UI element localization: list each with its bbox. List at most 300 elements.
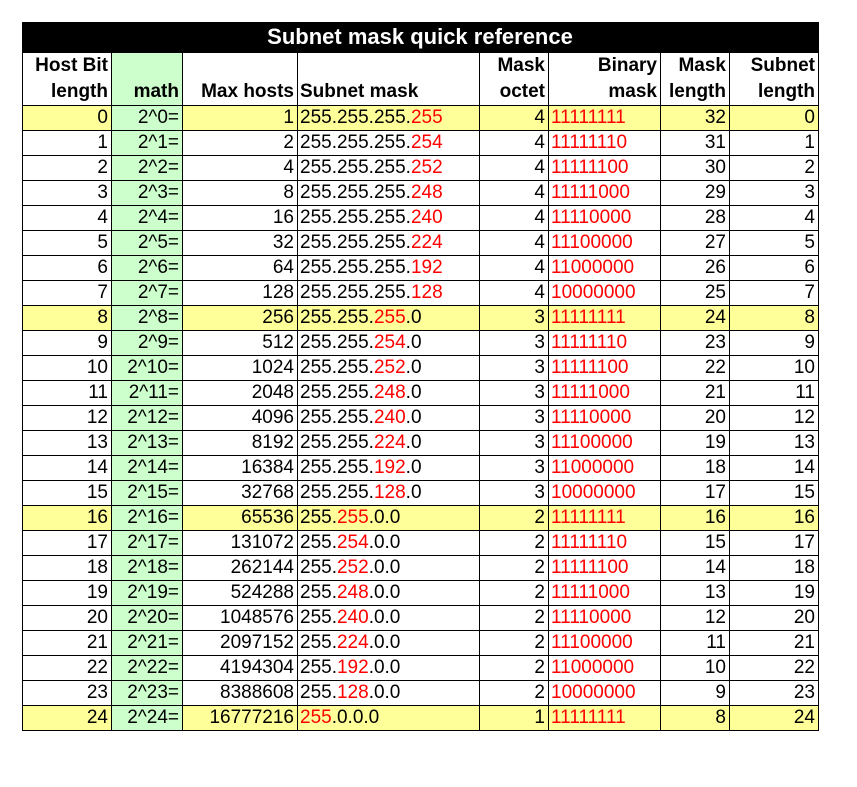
- host-bit-cell: 20: [23, 606, 112, 631]
- table-title: Subnet mask quick reference: [23, 22, 819, 53]
- table-row: [23, 581, 819, 606]
- mask-octet-cell: 4: [480, 181, 549, 206]
- mask-prefix: 255.255.255.: [300, 207, 411, 228]
- mask-changing-octet: 128: [336, 682, 369, 703]
- mask-prefix: 255.: [300, 532, 337, 553]
- subnet-mask-cell: [298, 706, 480, 731]
- max-hosts-cell: 128: [183, 281, 298, 306]
- mask-changing-octet: 252: [336, 557, 369, 578]
- max-hosts-cell: 524288: [183, 581, 298, 606]
- subnet-length-cell: 9: [730, 331, 819, 356]
- math-cell: 2^15=: [112, 481, 183, 506]
- subnet-length-cell: 23: [730, 681, 819, 706]
- subnet-length-cell: 20: [730, 606, 819, 631]
- max-hosts-cell: 16: [183, 206, 298, 231]
- subnet-mask-cell: [298, 606, 480, 631]
- mask-octet-cell: 2: [480, 556, 549, 581]
- mask-octet-cell: 3: [480, 381, 549, 406]
- table-row: [23, 356, 819, 381]
- subnet-length-cell: 0: [730, 106, 819, 131]
- mask-length-cell: 23: [661, 331, 730, 356]
- host-bit-cell: 22: [23, 656, 112, 681]
- header-mask-length-1: Mask: [661, 53, 730, 80]
- mask-octet-cell: 2: [480, 506, 549, 531]
- mask-octet-cell: 2: [480, 581, 549, 606]
- max-hosts-cell: 4: [183, 156, 298, 181]
- mask-changing-octet: 254: [410, 132, 443, 153]
- mask-suffix: .0: [405, 307, 422, 328]
- math-cell: 2^9=: [112, 331, 183, 356]
- subnet-mask-cell: [298, 206, 480, 231]
- mask-octet-cell: 4: [480, 156, 549, 181]
- binary-mask-cell: 11000000: [549, 256, 661, 281]
- math-cell: 2^5=: [112, 231, 183, 256]
- host-bit-cell: 3: [23, 181, 112, 206]
- host-bit-cell: 21: [23, 631, 112, 656]
- header-max-hosts-2: Max hosts: [183, 79, 298, 106]
- header-max-hosts-1: [183, 53, 298, 80]
- mask-octet-cell: 4: [480, 231, 549, 256]
- table-row: [23, 156, 819, 181]
- header-mask-length-2: length: [661, 79, 730, 106]
- math-cell: 2^17=: [112, 531, 183, 556]
- mask-octet-cell: 4: [480, 131, 549, 156]
- max-hosts-cell: 512: [183, 331, 298, 356]
- mask-length-cell: 26: [661, 256, 730, 281]
- mask-octet-cell: 4: [480, 256, 549, 281]
- mask-length-cell: 27: [661, 231, 730, 256]
- mask-length-cell: 29: [661, 181, 730, 206]
- mask-length-cell: 17: [661, 481, 730, 506]
- max-hosts-cell: 2048: [183, 381, 298, 406]
- subnet-reference-table: [22, 22, 819, 731]
- max-hosts-cell: 1: [183, 106, 298, 131]
- subnet-mask-cell: [298, 556, 480, 581]
- mask-changing-octet: 255: [373, 307, 406, 328]
- mask-octet-cell: 1: [480, 706, 549, 731]
- mask-suffix: .0: [405, 482, 422, 503]
- subnet-length-cell: 2: [730, 156, 819, 181]
- subnet-length-cell: 22: [730, 656, 819, 681]
- mask-prefix: 255.: [300, 607, 337, 628]
- mask-changing-octet: 248: [410, 182, 443, 203]
- mask-length-cell: 12: [661, 606, 730, 631]
- subnet-length-cell: 13: [730, 431, 819, 456]
- host-bit-cell: 18: [23, 556, 112, 581]
- mask-prefix: 255.: [300, 582, 337, 603]
- mask-changing-octet: 240: [336, 607, 369, 628]
- header-host-bit-1: Host Bit: [23, 53, 112, 80]
- table-row: [23, 506, 819, 531]
- mask-suffix: .0.0: [368, 532, 401, 553]
- subnet-length-cell: 16: [730, 506, 819, 531]
- header-math-2: math: [112, 79, 183, 106]
- mask-length-cell: 30: [661, 156, 730, 181]
- mask-length-cell: 11: [661, 631, 730, 656]
- mask-changing-octet: 128: [410, 282, 443, 303]
- mask-prefix: 255.255.: [300, 482, 374, 503]
- mask-prefix: 255.: [300, 657, 337, 678]
- mask-octet-cell: 3: [480, 356, 549, 381]
- math-cell: 2^22=: [112, 656, 183, 681]
- header-binary-mask-1: Binary: [549, 53, 661, 80]
- mask-changing-octet: 240: [373, 407, 406, 428]
- mask-changing-octet: 255: [410, 107, 443, 128]
- table-row: [23, 181, 819, 206]
- mask-suffix: .0: [405, 332, 422, 353]
- table-row: [23, 206, 819, 231]
- mask-prefix: 255.255.: [300, 307, 374, 328]
- mask-length-cell: 31: [661, 131, 730, 156]
- host-bit-cell: 23: [23, 681, 112, 706]
- binary-mask-cell: 11110000: [549, 206, 661, 231]
- math-cell: 2^3=: [112, 181, 183, 206]
- subnet-mask-cell: [298, 256, 480, 281]
- binary-mask-cell: 11111100: [549, 356, 661, 381]
- math-cell: 2^7=: [112, 281, 183, 306]
- mask-prefix: 255.255.: [300, 357, 374, 378]
- subnet-mask-cell: [298, 306, 480, 331]
- mask-suffix: .0.0: [368, 507, 401, 528]
- mask-suffix: .0.0: [368, 632, 401, 653]
- math-cell: 2^8=: [112, 306, 183, 331]
- mask-changing-octet: 224: [336, 632, 369, 653]
- binary-mask-cell: 11110000: [549, 406, 661, 431]
- mask-length-cell: 28: [661, 206, 730, 231]
- binary-mask-cell: 11111111: [549, 306, 661, 331]
- subnet-length-cell: 11: [730, 381, 819, 406]
- host-bit-cell: 1: [23, 131, 112, 156]
- subnet-length-cell: 21: [730, 631, 819, 656]
- mask-octet-cell: 2: [480, 631, 549, 656]
- subnet-length-cell: 14: [730, 456, 819, 481]
- math-cell: 2^4=: [112, 206, 183, 231]
- mask-length-cell: 14: [661, 556, 730, 581]
- max-hosts-cell: 16777216: [183, 706, 298, 731]
- max-hosts-cell: 8192: [183, 431, 298, 456]
- mask-changing-octet: 252: [373, 357, 406, 378]
- mask-suffix: .0.0.0: [331, 707, 380, 728]
- subnet-mask-cell: [298, 681, 480, 706]
- math-cell: 2^13=: [112, 431, 183, 456]
- math-cell: 2^1=: [112, 131, 183, 156]
- max-hosts-cell: 8: [183, 181, 298, 206]
- mask-changing-octet: 192: [410, 257, 443, 278]
- math-cell: 2^23=: [112, 681, 183, 706]
- subnet-mask-cell: [298, 531, 480, 556]
- math-cell: 2^11=: [112, 381, 183, 406]
- subnet-length-cell: 7: [730, 281, 819, 306]
- mask-length-cell: 10: [661, 656, 730, 681]
- subnet-mask-cell: [298, 381, 480, 406]
- subnet-length-cell: 15: [730, 481, 819, 506]
- mask-prefix: 255.255.255.: [300, 132, 411, 153]
- mask-changing-octet: 192: [336, 657, 369, 678]
- binary-mask-cell: 11111110: [549, 331, 661, 356]
- binary-mask-cell: 11111100: [549, 556, 661, 581]
- table-row: [23, 256, 819, 281]
- mask-changing-octet: 248: [336, 582, 369, 603]
- mask-octet-cell: 4: [480, 106, 549, 131]
- mask-length-cell: 32: [661, 106, 730, 131]
- mask-changing-octet: 248: [373, 382, 406, 403]
- mask-octet-cell: 2: [480, 681, 549, 706]
- host-bit-cell: 15: [23, 481, 112, 506]
- subnet-length-cell: 17: [730, 531, 819, 556]
- math-cell: 2^10=: [112, 356, 183, 381]
- mask-length-cell: 13: [661, 581, 730, 606]
- mask-changing-octet: 252: [410, 157, 443, 178]
- mask-changing-octet: 128: [373, 482, 406, 503]
- mask-octet-cell: 4: [480, 206, 549, 231]
- subnet-mask-cell: [298, 106, 480, 131]
- mask-octet-cell: 3: [480, 406, 549, 431]
- mask-prefix: 255.: [300, 557, 337, 578]
- mask-octet-cell: 3: [480, 431, 549, 456]
- subnet-mask-cell: [298, 331, 480, 356]
- mask-suffix: .0.0: [368, 607, 401, 628]
- table-row: [23, 231, 819, 256]
- mask-suffix: .0.0: [368, 657, 401, 678]
- mask-octet-cell: 3: [480, 306, 549, 331]
- binary-mask-cell: 11000000: [549, 456, 661, 481]
- subnet-mask-cell: [298, 506, 480, 531]
- binary-mask-cell: 11110000: [549, 606, 661, 631]
- host-bit-cell: 10: [23, 356, 112, 381]
- mask-changing-octet: 254: [336, 532, 369, 553]
- mask-prefix: 255.255.255.: [300, 232, 411, 253]
- subnet-length-cell: 6: [730, 256, 819, 281]
- binary-mask-cell: 11100000: [549, 631, 661, 656]
- subnet-mask-cell: [298, 481, 480, 506]
- table-row: [23, 556, 819, 581]
- math-cell: 2^14=: [112, 456, 183, 481]
- binary-mask-cell: 11100000: [549, 231, 661, 256]
- mask-prefix: 255.: [300, 682, 337, 703]
- host-bit-cell: 5: [23, 231, 112, 256]
- mask-changing-octet: 224: [410, 232, 443, 253]
- mask-prefix: 255.255.: [300, 432, 374, 453]
- mask-prefix: 255.: [300, 632, 337, 653]
- mask-octet-cell: 3: [480, 456, 549, 481]
- math-cell: 2^0=: [112, 106, 183, 131]
- mask-length-cell: 20: [661, 406, 730, 431]
- math-cell: 2^18=: [112, 556, 183, 581]
- binary-mask-cell: 11111000: [549, 581, 661, 606]
- mask-prefix: 255.255.255.: [300, 257, 411, 278]
- host-bit-cell: 11: [23, 381, 112, 406]
- max-hosts-cell: 1024: [183, 356, 298, 381]
- header-subnet-length-2: length: [730, 79, 819, 106]
- mask-suffix: .0.0: [368, 682, 401, 703]
- mask-octet-cell: 3: [480, 331, 549, 356]
- math-cell: 2^21=: [112, 631, 183, 656]
- binary-mask-cell: 10000000: [549, 281, 661, 306]
- max-hosts-cell: 16384: [183, 456, 298, 481]
- header-subnet-length-1: Subnet: [730, 53, 819, 80]
- mask-prefix: 255.255.: [300, 332, 374, 353]
- mask-suffix: .0: [405, 432, 422, 453]
- subnet-mask-cell: [298, 156, 480, 181]
- binary-mask-cell: 11111111: [549, 106, 661, 131]
- mask-suffix: .0.0: [368, 557, 401, 578]
- binary-mask-cell: 11100000: [549, 431, 661, 456]
- table-row: [23, 631, 819, 656]
- table-row: [23, 656, 819, 681]
- host-bit-cell: 19: [23, 581, 112, 606]
- max-hosts-cell: 256: [183, 306, 298, 331]
- mask-length-cell: 15: [661, 531, 730, 556]
- subnet-length-cell: 12: [730, 406, 819, 431]
- host-bit-cell: 16: [23, 506, 112, 531]
- binary-mask-cell: 11111000: [549, 381, 661, 406]
- mask-prefix: 255.255.255.: [300, 107, 411, 128]
- table-row: [23, 306, 819, 331]
- max-hosts-cell: 2: [183, 131, 298, 156]
- header-mask-octet-2: octet: [480, 79, 549, 106]
- subnet-length-cell: 1: [730, 131, 819, 156]
- subnet-length-cell: 10: [730, 356, 819, 381]
- table-row: [23, 131, 819, 156]
- header-subnet-mask-2: Subnet mask: [298, 79, 480, 106]
- binary-mask-cell: 11111100: [549, 156, 661, 181]
- math-cell: 2^24=: [112, 706, 183, 731]
- subnet-mask-cell: [298, 356, 480, 381]
- math-cell: 2^12=: [112, 406, 183, 431]
- table-row: [23, 406, 819, 431]
- subnet-length-cell: 5: [730, 231, 819, 256]
- header-subnet-mask-1: [298, 53, 480, 80]
- binary-mask-cell: 11000000: [549, 656, 661, 681]
- mask-prefix: 255.255.255.: [300, 182, 411, 203]
- host-bit-cell: 6: [23, 256, 112, 281]
- subnet-mask-cell: [298, 431, 480, 456]
- mask-changing-octet: 255: [300, 707, 332, 728]
- table-row: [23, 706, 819, 731]
- mask-length-cell: 22: [661, 356, 730, 381]
- mask-changing-octet: 254: [373, 332, 406, 353]
- subnet-mask-cell: [298, 281, 480, 306]
- table-row: [23, 281, 819, 306]
- max-hosts-cell: 4096: [183, 406, 298, 431]
- mask-length-cell: 19: [661, 431, 730, 456]
- mask-octet-cell: 3: [480, 481, 549, 506]
- subnet-length-cell: 8: [730, 306, 819, 331]
- binary-mask-cell: 11111000: [549, 181, 661, 206]
- table-row: [23, 331, 819, 356]
- host-bit-cell: 24: [23, 706, 112, 731]
- max-hosts-cell: 2097152: [183, 631, 298, 656]
- mask-prefix: 255.255.: [300, 407, 374, 428]
- mask-suffix: .0: [405, 457, 422, 478]
- mask-octet-cell: 2: [480, 531, 549, 556]
- table-row: [23, 381, 819, 406]
- mask-changing-octet: 224: [373, 432, 406, 453]
- math-cell: 2^19=: [112, 581, 183, 606]
- math-cell: 2^2=: [112, 156, 183, 181]
- header-host-bit-2: length: [23, 79, 112, 106]
- subnet-length-cell: 3: [730, 181, 819, 206]
- subnet-mask-cell: [298, 231, 480, 256]
- table-row: [23, 431, 819, 456]
- table-row: [23, 456, 819, 481]
- subnet-mask-cell: [298, 181, 480, 206]
- table-row: [23, 681, 819, 706]
- binary-mask-cell: 11111110: [549, 131, 661, 156]
- subnet-length-cell: 4: [730, 206, 819, 231]
- max-hosts-cell: 32: [183, 231, 298, 256]
- host-bit-cell: 0: [23, 106, 112, 131]
- mask-prefix: 255.: [300, 507, 337, 528]
- mask-length-cell: 24: [661, 306, 730, 331]
- header-binary-mask-2: mask: [549, 79, 661, 106]
- mask-suffix: .0: [405, 357, 422, 378]
- mask-octet-cell: 4: [480, 281, 549, 306]
- binary-mask-cell: 11111111: [549, 706, 661, 731]
- mask-changing-octet: 255: [336, 507, 369, 528]
- table-body: [23, 106, 819, 731]
- host-bit-cell: 17: [23, 531, 112, 556]
- table-row: [23, 481, 819, 506]
- subnet-mask-cell: [298, 406, 480, 431]
- max-hosts-cell: 131072: [183, 531, 298, 556]
- host-bit-cell: 4: [23, 206, 112, 231]
- subnet-mask-cell: [298, 131, 480, 156]
- mask-length-cell: 8: [661, 706, 730, 731]
- math-cell: 2^6=: [112, 256, 183, 281]
- subnet-mask-cell: [298, 656, 480, 681]
- max-hosts-cell: 64: [183, 256, 298, 281]
- mask-suffix: .0: [405, 407, 422, 428]
- host-bit-cell: 7: [23, 281, 112, 306]
- table-row: [23, 531, 819, 556]
- max-hosts-cell: 8388608: [183, 681, 298, 706]
- mask-octet-cell: 2: [480, 606, 549, 631]
- mask-length-cell: 21: [661, 381, 730, 406]
- subnet-mask-cell: [298, 581, 480, 606]
- mask-length-cell: 18: [661, 456, 730, 481]
- header-mask-octet-1: Mask: [480, 53, 549, 80]
- mask-suffix: .0: [405, 382, 422, 403]
- mask-changing-octet: 240: [410, 207, 443, 228]
- max-hosts-cell: 1048576: [183, 606, 298, 631]
- host-bit-cell: 9: [23, 331, 112, 356]
- host-bit-cell: 12: [23, 406, 112, 431]
- subnet-length-cell: 19: [730, 581, 819, 606]
- binary-mask-cell: 11111110: [549, 531, 661, 556]
- mask-prefix: 255.255.: [300, 382, 374, 403]
- host-bit-cell: 14: [23, 456, 112, 481]
- table-row: [23, 606, 819, 631]
- subnet-mask-cell: [298, 456, 480, 481]
- mask-length-cell: 25: [661, 281, 730, 306]
- subnet-mask-cell: [298, 631, 480, 656]
- host-bit-cell: 8: [23, 306, 112, 331]
- mask-octet-cell: 2: [480, 656, 549, 681]
- binary-mask-cell: 10000000: [549, 681, 661, 706]
- host-bit-cell: 2: [23, 156, 112, 181]
- subnet-length-cell: 24: [730, 706, 819, 731]
- max-hosts-cell: 4194304: [183, 656, 298, 681]
- binary-mask-cell: 10000000: [549, 481, 661, 506]
- mask-length-cell: 16: [661, 506, 730, 531]
- subnet-length-cell: 18: [730, 556, 819, 581]
- math-cell: 2^20=: [112, 606, 183, 631]
- mask-length-cell: 9: [661, 681, 730, 706]
- mask-prefix: 255.255.: [300, 457, 374, 478]
- max-hosts-cell: 65536: [183, 506, 298, 531]
- mask-prefix: 255.255.255.: [300, 157, 411, 178]
